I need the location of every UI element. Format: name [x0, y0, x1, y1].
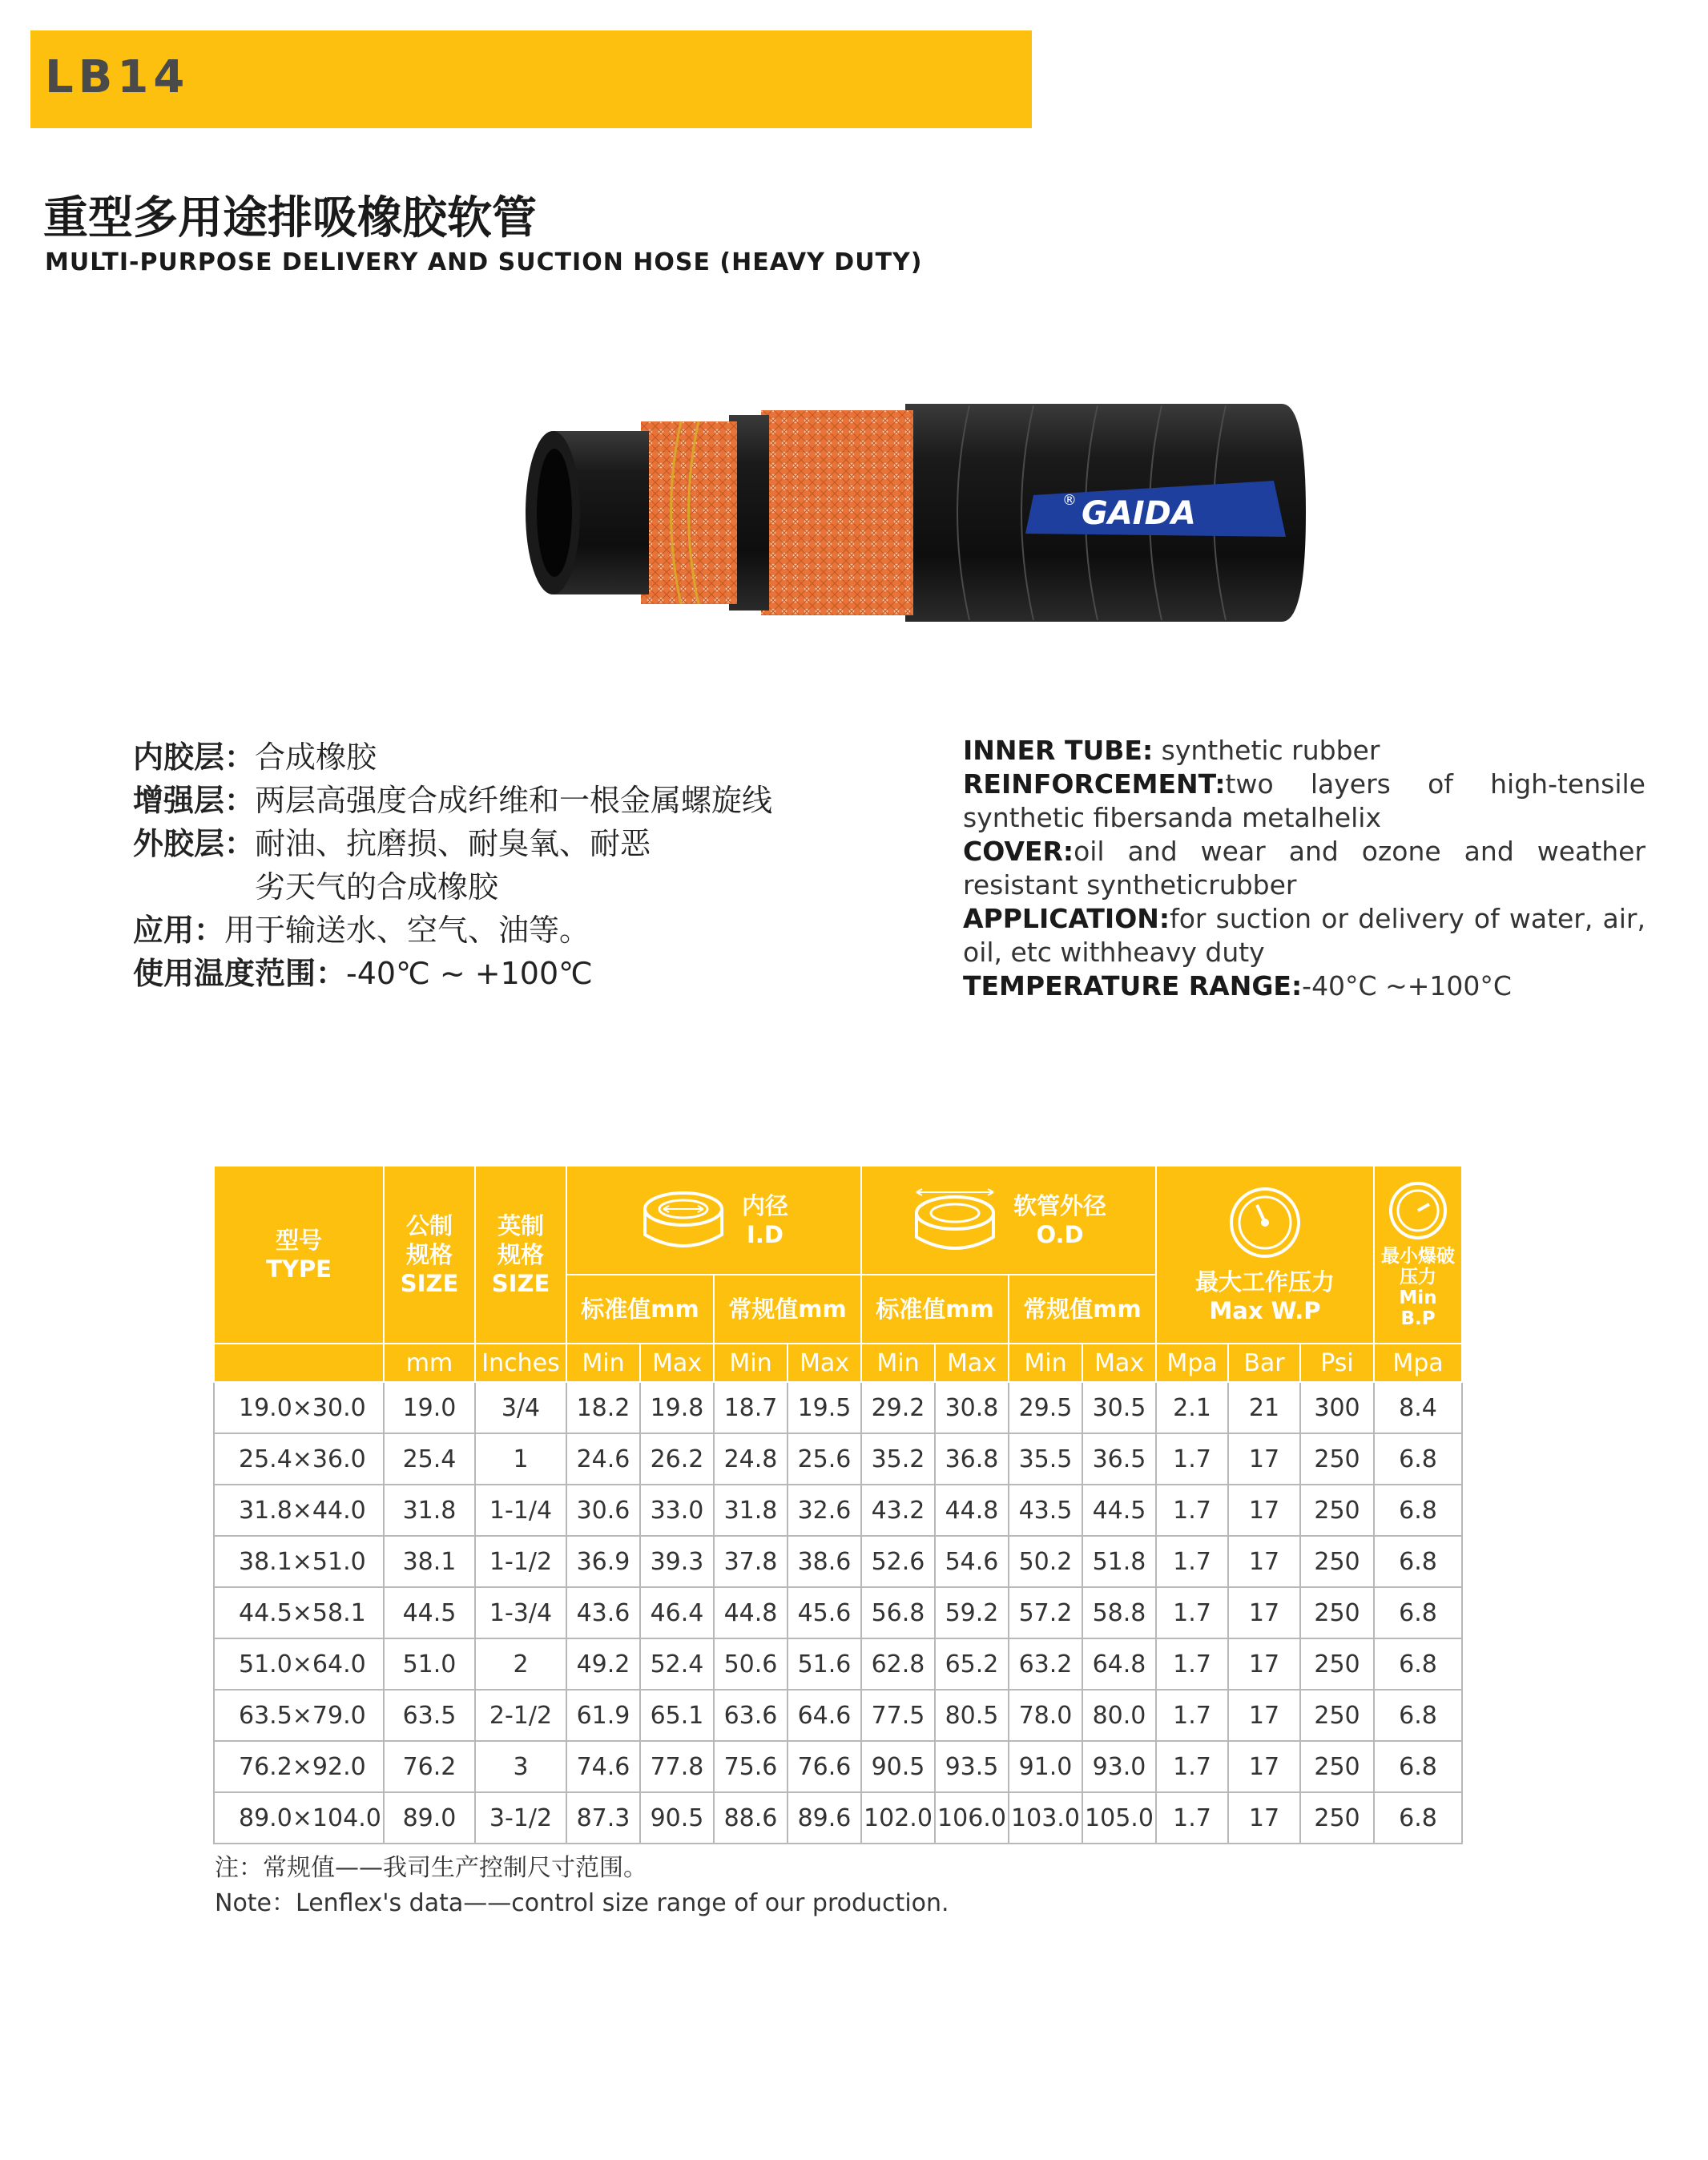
table-cell: 18.2	[566, 1382, 640, 1433]
table-cell: 1-1/4	[475, 1485, 566, 1536]
table-cell: 102.0	[861, 1792, 935, 1844]
table-cell: 1.7	[1156, 1741, 1228, 1792]
unit-cell: Inches	[475, 1344, 566, 1382]
table-cell: 36.9	[566, 1536, 640, 1587]
table-cell: 3/4	[475, 1382, 566, 1433]
table-cell: 32.6	[788, 1485, 861, 1536]
table-cell: 65.2	[935, 1638, 1009, 1690]
unit-cell: Max	[640, 1344, 714, 1382]
table-cell: 89.6	[788, 1792, 861, 1844]
table-cell: 250	[1300, 1485, 1374, 1536]
table-cell: 35.5	[1009, 1433, 1082, 1485]
unit-cell: Bar	[1228, 1344, 1300, 1382]
table-cell: 52.4	[640, 1638, 714, 1690]
table-cell: 17	[1228, 1433, 1300, 1485]
table-cell: 250	[1300, 1690, 1374, 1741]
table-cell: 80.5	[935, 1690, 1009, 1741]
header-id: 内径 I.D	[566, 1166, 861, 1275]
table-cell: 75.6	[714, 1741, 788, 1792]
table-cell: 6.8	[1374, 1587, 1462, 1638]
title-chinese: 重型多用途排吸橡胶软管	[43, 192, 537, 244]
table-cell: 29.2	[861, 1382, 935, 1433]
table-cell: 80.0	[1082, 1690, 1156, 1741]
table-cell: 49.2	[566, 1638, 640, 1690]
table-row	[214, 1690, 1462, 1741]
table-cell: 44.5	[1082, 1485, 1156, 1536]
table-cell: 1.7	[1156, 1792, 1228, 1844]
header-min-bp: 最小爆破 压力 Min B.P	[1374, 1166, 1462, 1344]
table-cell: 1-1/2	[475, 1536, 566, 1587]
table-cell: 52.6	[861, 1536, 935, 1587]
table-cell: 24.8	[714, 1433, 788, 1485]
units-row	[214, 1344, 1462, 1382]
table-cell: 6.8	[1374, 1433, 1462, 1485]
burst-gauge-icon	[1384, 1180, 1452, 1241]
table-cell: 89.0×104.0	[214, 1792, 384, 1844]
table-cell: 19.8	[640, 1382, 714, 1433]
table-cell: 51.6	[788, 1638, 861, 1690]
table-cell: 62.8	[861, 1638, 935, 1690]
table-row	[214, 1536, 1462, 1587]
table-cell: 29.5	[1009, 1382, 1082, 1433]
table-cell: 64.8	[1082, 1638, 1156, 1690]
table-cell: 6.8	[1374, 1792, 1462, 1844]
hose-illustration	[521, 393, 1306, 633]
table-cell: 6.8	[1374, 1536, 1462, 1587]
table-cell: 89.0	[384, 1792, 475, 1844]
table-cell: 43.2	[861, 1485, 935, 1536]
spec-reinforcement-cn: 增强层： 两层高强度合成纤维和一根金属螺旋线	[133, 783, 773, 818]
unit-cell: Psi	[1300, 1344, 1374, 1382]
table-cell: 91.0	[1009, 1741, 1082, 1792]
unit-cell-blank	[214, 1344, 384, 1382]
table-cell: 19.5	[788, 1382, 861, 1433]
table-cell: 31.8	[714, 1485, 788, 1536]
table-cell: 30.8	[935, 1382, 1009, 1433]
table-cell: 90.5	[640, 1792, 714, 1844]
note-english: Note：Lenflex's data——control size range of our production.	[215, 1889, 949, 1917]
table-cell: 65.1	[640, 1690, 714, 1741]
table-row	[214, 1792, 1462, 1844]
table-cell: 1.7	[1156, 1638, 1228, 1690]
spec-cover-cn: 外胶层： 耐油、抗磨损、耐臭氧、耐恶劣天气的合成橡胶	[133, 826, 651, 905]
table-cell: 45.6	[788, 1587, 861, 1638]
table-cell: 74.6	[566, 1741, 640, 1792]
table-cell: 59.2	[935, 1587, 1009, 1638]
table-cell: 63.5×79.0	[214, 1690, 384, 1741]
table-cell: 38.6	[788, 1536, 861, 1587]
table-cell: 1.7	[1156, 1485, 1228, 1536]
table-cell: 17	[1228, 1536, 1300, 1587]
table-cell: 61.9	[566, 1690, 640, 1741]
table-cell: 17	[1228, 1741, 1300, 1792]
table-row	[214, 1638, 1462, 1690]
table-cell: 30.6	[566, 1485, 640, 1536]
table-cell: 2.1	[1156, 1382, 1228, 1433]
table-cell: 51.0×64.0	[214, 1638, 384, 1690]
table-cell: 17	[1228, 1485, 1300, 1536]
table-cell: 17	[1228, 1587, 1300, 1638]
spec-inner-tube-en: INNER TUBE: synthetic rubber	[963, 735, 1380, 766]
table-cell: 6.8	[1374, 1690, 1462, 1741]
table-cell: 38.1×51.0	[214, 1536, 384, 1587]
unit-cell: Mpa	[1374, 1344, 1462, 1382]
header-od-standard: 标准值mm	[861, 1275, 1009, 1344]
table-cell: 17	[1228, 1690, 1300, 1741]
table-cell: 1-3/4	[475, 1587, 566, 1638]
table-cell: 76.2	[384, 1741, 475, 1792]
table-cell: 31.8	[384, 1485, 475, 1536]
table-cell: 77.8	[640, 1741, 714, 1792]
table-body	[214, 1382, 1462, 1844]
header-od: 软管外径 O.D	[861, 1166, 1156, 1275]
table-row	[214, 1587, 1462, 1638]
table-cell: 1.7	[1156, 1587, 1228, 1638]
table-cell: 3	[475, 1741, 566, 1792]
note-chinese: 注：常规值——我司生产控制尺寸范围。	[215, 1854, 647, 1882]
header-type: 型号 TYPE	[214, 1166, 384, 1344]
table-cell: 103.0	[1009, 1792, 1082, 1844]
table-cell: 56.8	[861, 1587, 935, 1638]
table-cell: 46.4	[640, 1587, 714, 1638]
table-cell: 93.5	[935, 1741, 1009, 1792]
table-cell: 90.5	[861, 1741, 935, 1792]
table-cell: 18.7	[714, 1382, 788, 1433]
brand-logo-text: GAIDA	[1082, 495, 1196, 532]
table-cell: 31.8×44.0	[214, 1485, 384, 1536]
unit-cell: Max	[935, 1344, 1009, 1382]
table-cell: 77.5	[861, 1690, 935, 1741]
inner-diameter-icon	[639, 1188, 727, 1252]
table-cell: 25.6	[788, 1433, 861, 1485]
header-id-standard: 标准值mm	[566, 1275, 714, 1344]
header-inch-size: 英制 规格 SIZE	[475, 1166, 566, 1344]
table-cell: 51.8	[1082, 1536, 1156, 1587]
table-cell: 44.8	[935, 1485, 1009, 1536]
table-cell: 2	[475, 1638, 566, 1690]
table-cell: 43.6	[566, 1587, 640, 1638]
table-cell: 250	[1300, 1792, 1374, 1844]
table-cell: 17	[1228, 1792, 1300, 1844]
table-cell: 33.0	[640, 1485, 714, 1536]
unit-cell: Mpa	[1156, 1344, 1228, 1382]
unit-cell: Min	[714, 1344, 788, 1382]
table-cell: 250	[1300, 1433, 1374, 1485]
table-cell: 93.0	[1082, 1741, 1156, 1792]
specs-english	[963, 734, 1646, 1003]
table-cell: 57.2	[1009, 1587, 1082, 1638]
header-od-regular: 常规值mm	[1009, 1275, 1156, 1344]
table-cell: 1.7	[1156, 1433, 1228, 1485]
table-cell: 6.8	[1374, 1485, 1462, 1536]
table-row	[214, 1382, 1462, 1433]
table-cell: 35.2	[861, 1433, 935, 1485]
table-cell: 63.2	[1009, 1638, 1082, 1690]
table-cell: 30.5	[1082, 1382, 1156, 1433]
spec-cover-en: COVER:oil and wear and ozone and weather resistant syntheticrubber	[963, 836, 1646, 901]
table-cell: 3-1/2	[475, 1792, 566, 1844]
product-code: LB14	[45, 51, 190, 103]
table-cell: 54.6	[935, 1536, 1009, 1587]
table-cell: 36.5	[1082, 1433, 1156, 1485]
table-cell: 250	[1300, 1741, 1374, 1792]
spec-inner-tube-cn: 内胶层： 合成橡胶	[133, 739, 377, 775]
spec-temperature-cn: 使用温度范围： -40℃ ~ +100℃	[133, 956, 593, 991]
header-metric-size: 公制 规格 SIZE	[384, 1166, 475, 1344]
registered-mark: ®	[1062, 492, 1077, 509]
pressure-gauge-icon	[1227, 1184, 1303, 1261]
unit-cell: Min	[861, 1344, 935, 1382]
table-cell: 50.2	[1009, 1536, 1082, 1587]
table-cell: 19.0×30.0	[214, 1382, 384, 1433]
table-cell: 44.5×58.1	[214, 1587, 384, 1638]
table-cell: 50.6	[714, 1638, 788, 1690]
table-cell: 25.4×36.0	[214, 1433, 384, 1485]
table-cell: 25.4	[384, 1433, 475, 1485]
notes	[215, 1851, 949, 1921]
table-cell: 51.0	[384, 1638, 475, 1690]
table-cell: 44.5	[384, 1587, 475, 1638]
table-cell: 19.0	[384, 1382, 475, 1433]
table-cell: 87.3	[566, 1792, 640, 1844]
table-cell: 6.8	[1374, 1741, 1462, 1792]
table-cell: 250	[1300, 1638, 1374, 1690]
unit-cell: Max	[1082, 1344, 1156, 1382]
unit-cell: Min	[1009, 1344, 1082, 1382]
specs-chinese	[133, 735, 918, 995]
spec-table	[213, 1165, 1463, 1844]
table-row	[214, 1433, 1462, 1485]
spec-application-cn: 应用： 用于输送水、空气、油等。	[133, 913, 590, 948]
table-cell: 37.8	[714, 1536, 788, 1587]
table-cell: 64.6	[788, 1690, 861, 1741]
table-cell: 76.6	[788, 1741, 861, 1792]
table-cell: 17	[1228, 1638, 1300, 1690]
table-cell: 39.3	[640, 1536, 714, 1587]
table-cell: 78.0	[1009, 1690, 1082, 1741]
table-cell: 250	[1300, 1587, 1374, 1638]
table-cell: 6.8	[1374, 1638, 1462, 1690]
table-cell: 105.0	[1082, 1792, 1156, 1844]
unit-cell: Min	[566, 1344, 640, 1382]
table-cell: 8.4	[1374, 1382, 1462, 1433]
table-cell: 88.6	[714, 1792, 788, 1844]
spec-temperature-en: TEMPERATURE RANGE:-40°C ~+100°C	[963, 970, 1512, 1001]
table-cell: 76.2×92.0	[214, 1741, 384, 1792]
table-cell: 36.8	[935, 1433, 1009, 1485]
table-cell: 26.2	[640, 1433, 714, 1485]
header-max-wp: 最大工作压力 Max W.P	[1156, 1166, 1374, 1344]
table-cell: 1.7	[1156, 1690, 1228, 1741]
table-cell: 24.6	[566, 1433, 640, 1485]
table-cell: 58.8	[1082, 1587, 1156, 1638]
table-cell: 1	[475, 1433, 566, 1485]
header-id-regular: 常规值mm	[714, 1275, 861, 1344]
table-row	[214, 1485, 1462, 1536]
table-cell: 21	[1228, 1382, 1300, 1433]
spec-application-en: APPLICATION:for suction or delivery of water, air, oil, etc withheavy duty	[963, 903, 1646, 968]
title-english: MULTI-PURPOSE DELIVERY AND SUCTION HOSE (HEAVY DUTY)	[45, 248, 923, 276]
table-cell: 43.5	[1009, 1485, 1082, 1536]
table-cell: 1.7	[1156, 1536, 1228, 1587]
table-row	[214, 1741, 1462, 1792]
table-cell: 38.1	[384, 1536, 475, 1587]
outer-diameter-icon	[911, 1186, 999, 1255]
table-cell: 300	[1300, 1382, 1374, 1433]
unit-cell: mm	[384, 1344, 475, 1382]
table-cell: 63.5	[384, 1690, 475, 1741]
table-cell: 106.0	[935, 1792, 1009, 1844]
table-cell: 2-1/2	[475, 1690, 566, 1741]
unit-cell: Max	[788, 1344, 861, 1382]
table-cell: 63.6	[714, 1690, 788, 1741]
spec-reinforcement-en: REINFORCEMENT:two layers of high-tensile synthetic fibersanda metalhelix	[963, 768, 1646, 833]
table-cell: 250	[1300, 1536, 1374, 1587]
table-cell: 44.8	[714, 1587, 788, 1638]
